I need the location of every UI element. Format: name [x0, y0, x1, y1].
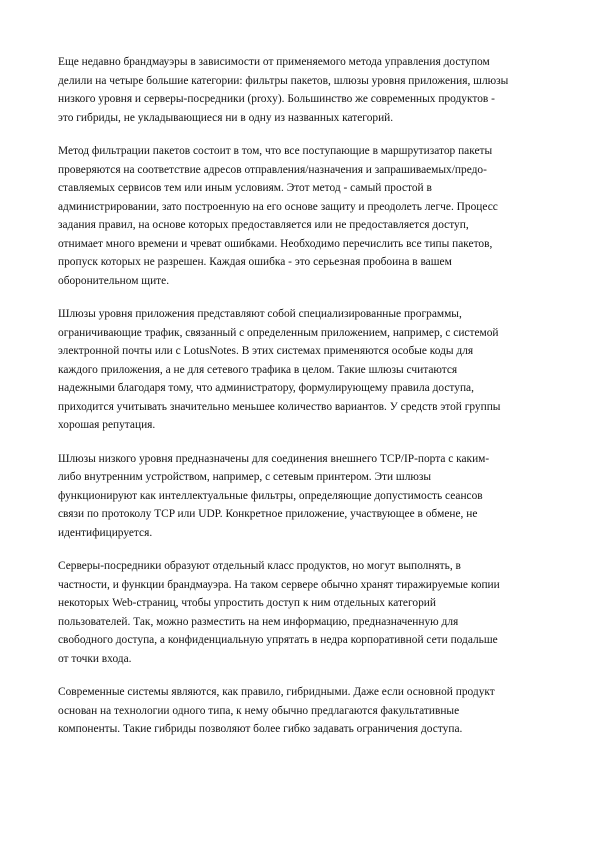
- paragraph-hybrid-systems: Современные системы являются, как правило, гибридными. Даже если основной продукт основан на технологии одного типа, к нему обычно предлагаются факультативные компоненты. Такие гибриды позволяют более гибко задавать ограничения доступа.: [58, 686, 495, 735]
- paragraph-low-level-gateways: Шлюзы низкого уровня предназначены для соединения внешнего TCP/IP-порта с каким- либо внутренним устройством, например, с сетевым принтером. Эти шлюзы функционируют как интеллектуальные фильтры, определяющие допустимость сеансов связи по протоколу TCP или UDP. Конкретное приложение, участвующее в обмене, не идентифицируется.: [58, 452, 490, 539]
- document-page: [58, 53, 564, 754]
- paragraph-proxy-servers: Серверы-посредники образуют отдельный класс продуктов, но могут выполнять, в частности, и функции брандмауэра. На таком сервере обычно хранят тиражируемые копии некоторых Web-страниц, чтобы упростить доступ к ним отдельных категорий пользователей. Так, можно разместить на нем информацию, предназначенную для свободного доступа, а конфиденциальную упрятать в недра корпоративной сети подальше от точки входа.: [58, 560, 500, 665]
- paragraph-packet-filtering: Метод фильтрации пакетов состоит в том, что все поступающие в маршрутизатор пакеты проверяются на соответствие адресов отправления/назначения и запрашиваемых/предо- ставляемых сервисов тем или иным условиям. Этот метод - самый простой в администрировании, зато построенную на его основе защиту и преодолеть легче. Процесс задания правил, на основе которых предоставляется или не предоставляется доступ, отнимает много времени и чреват ошибками. Необходимо перечислить все типы пакетов, пропуск которых не разрешен. Каждая ошибка - это серьезная пробоина в вашем оборонительном щите.: [58, 145, 498, 287]
- paragraph-intro: Еще недавно брандмауэры в зависимости от применяемого метода управления доступом делили на четыре большие категории: фильтры пакетов, шлюзы уровня приложения, шлюзы низкого уровня и серверы-посредники (proxy). Большинство же современных продуктов - это гибриды, не укладывающиеся ни в одну из названных категорий.: [58, 56, 509, 124]
- paragraph-application-gateways: Шлюзы уровня приложения представляют собой специализированные программы, ограничивающие трафик, связанный с определенным приложением, например, с системой электронной почты или с LotusNotes. В этих системах применяются особые коды для каждого приложения, а не для сетевого трафика в целом. Такие шлюзы считаются надежными благодаря тому, что администратору, формулирующему правила доступа, приходится учитывать значительно меньшее количество вариантов. У средств этой группы хорошая репутация.: [58, 308, 501, 431]
